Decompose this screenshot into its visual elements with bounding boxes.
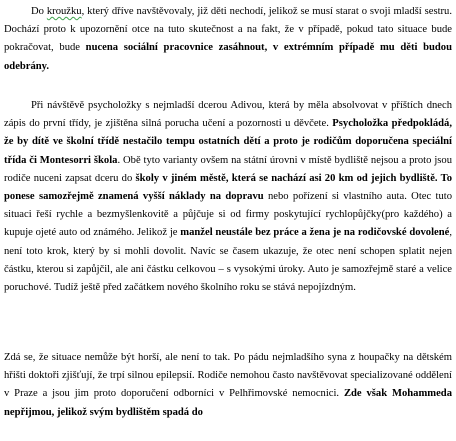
text-span: Do xyxy=(31,6,47,17)
bold-text-span: nucena sociální pracovnice zasáhnout, v extrémním případě mu děti budou odebrány. xyxy=(4,42,452,72)
text-span: , není toto krok, který by si mohli dovolit. Navíc se časem ukazuje, že otec není schopen splatit nejen částku, kterou si zapůjčil, ale ani částku celkovou – s vysokými úroky. Auto je samozřejmě staré a velice poruchové. Tudíž ještě před začátkem nového školního roku se stává nepojízdným. xyxy=(4,227,452,294)
paragraph-3 xyxy=(4,349,452,422)
text-span: Při návštěvě psycholožky s nejmladší dcerou Adivou, která by měla absolvovat v příštích dnech zápis do první třídy, je zjištěna silná porucha učení a pozornosti u děvčete. xyxy=(4,100,452,130)
misspelled-word: kroužku xyxy=(46,6,82,17)
bold-text-span: Zde však Mohammeda nepřijmou, jelikož svým bydlištěm spadá do xyxy=(4,388,452,418)
text-span: . Obě tyto varianty ovšem na státní úrovni v místě bydliště nejsou a proto jsou rodiče nuceni zapsat dceru do xyxy=(4,154,452,184)
paragraph-1 xyxy=(4,3,452,76)
bold-text-span: manžel neustále bez práce a žena je na rodičovské dovolené xyxy=(180,227,450,239)
bold-text-span: Psycholožka předpokládá, že by dítě ve školní třídě nestačilo tempu ostatních dětí a proto je rodičům doporučena speciální třída či Montesorri škola xyxy=(4,118,453,166)
text-span: nebo pořízení si vlastního auta. Otec tuto situaci řeší rychle a bezmyšlenkovitě a půjčuje si od firmy poskytující rychlopůjčky(pro každého) a kupuje ojeté auto od známého. Jelikož je xyxy=(4,191,452,239)
bold-text-span: školy v jiném městě, která se nachází asi 20 km od jejich bydliště. To ponese samozřejmě znamená vyšší náklady na dopravu xyxy=(4,172,452,203)
text-span: Zdá se, že situace nemůže být horší, ale není to tak. Po pádu nejmladšího syna z houpačky na dětském hřišti doktoři zjišťují, že trpí silnou epilepsií. Rodiče nemohou často navštěvovat specializované oddělení v Praze a jsou jim proto doporučení odborníci v Pelhřimovské nemocnici. xyxy=(4,352,452,400)
paragraph-2 xyxy=(4,97,452,297)
text-span: , který dříve navštěvovaly, již děti nechodí, jelikož se musí starat o svoji mladší sestru. Dochází proto k upozornění otce na tuto skutečnost a na fakt, že v případě, pokud tato situace bude pokračovat, bude xyxy=(4,6,452,54)
